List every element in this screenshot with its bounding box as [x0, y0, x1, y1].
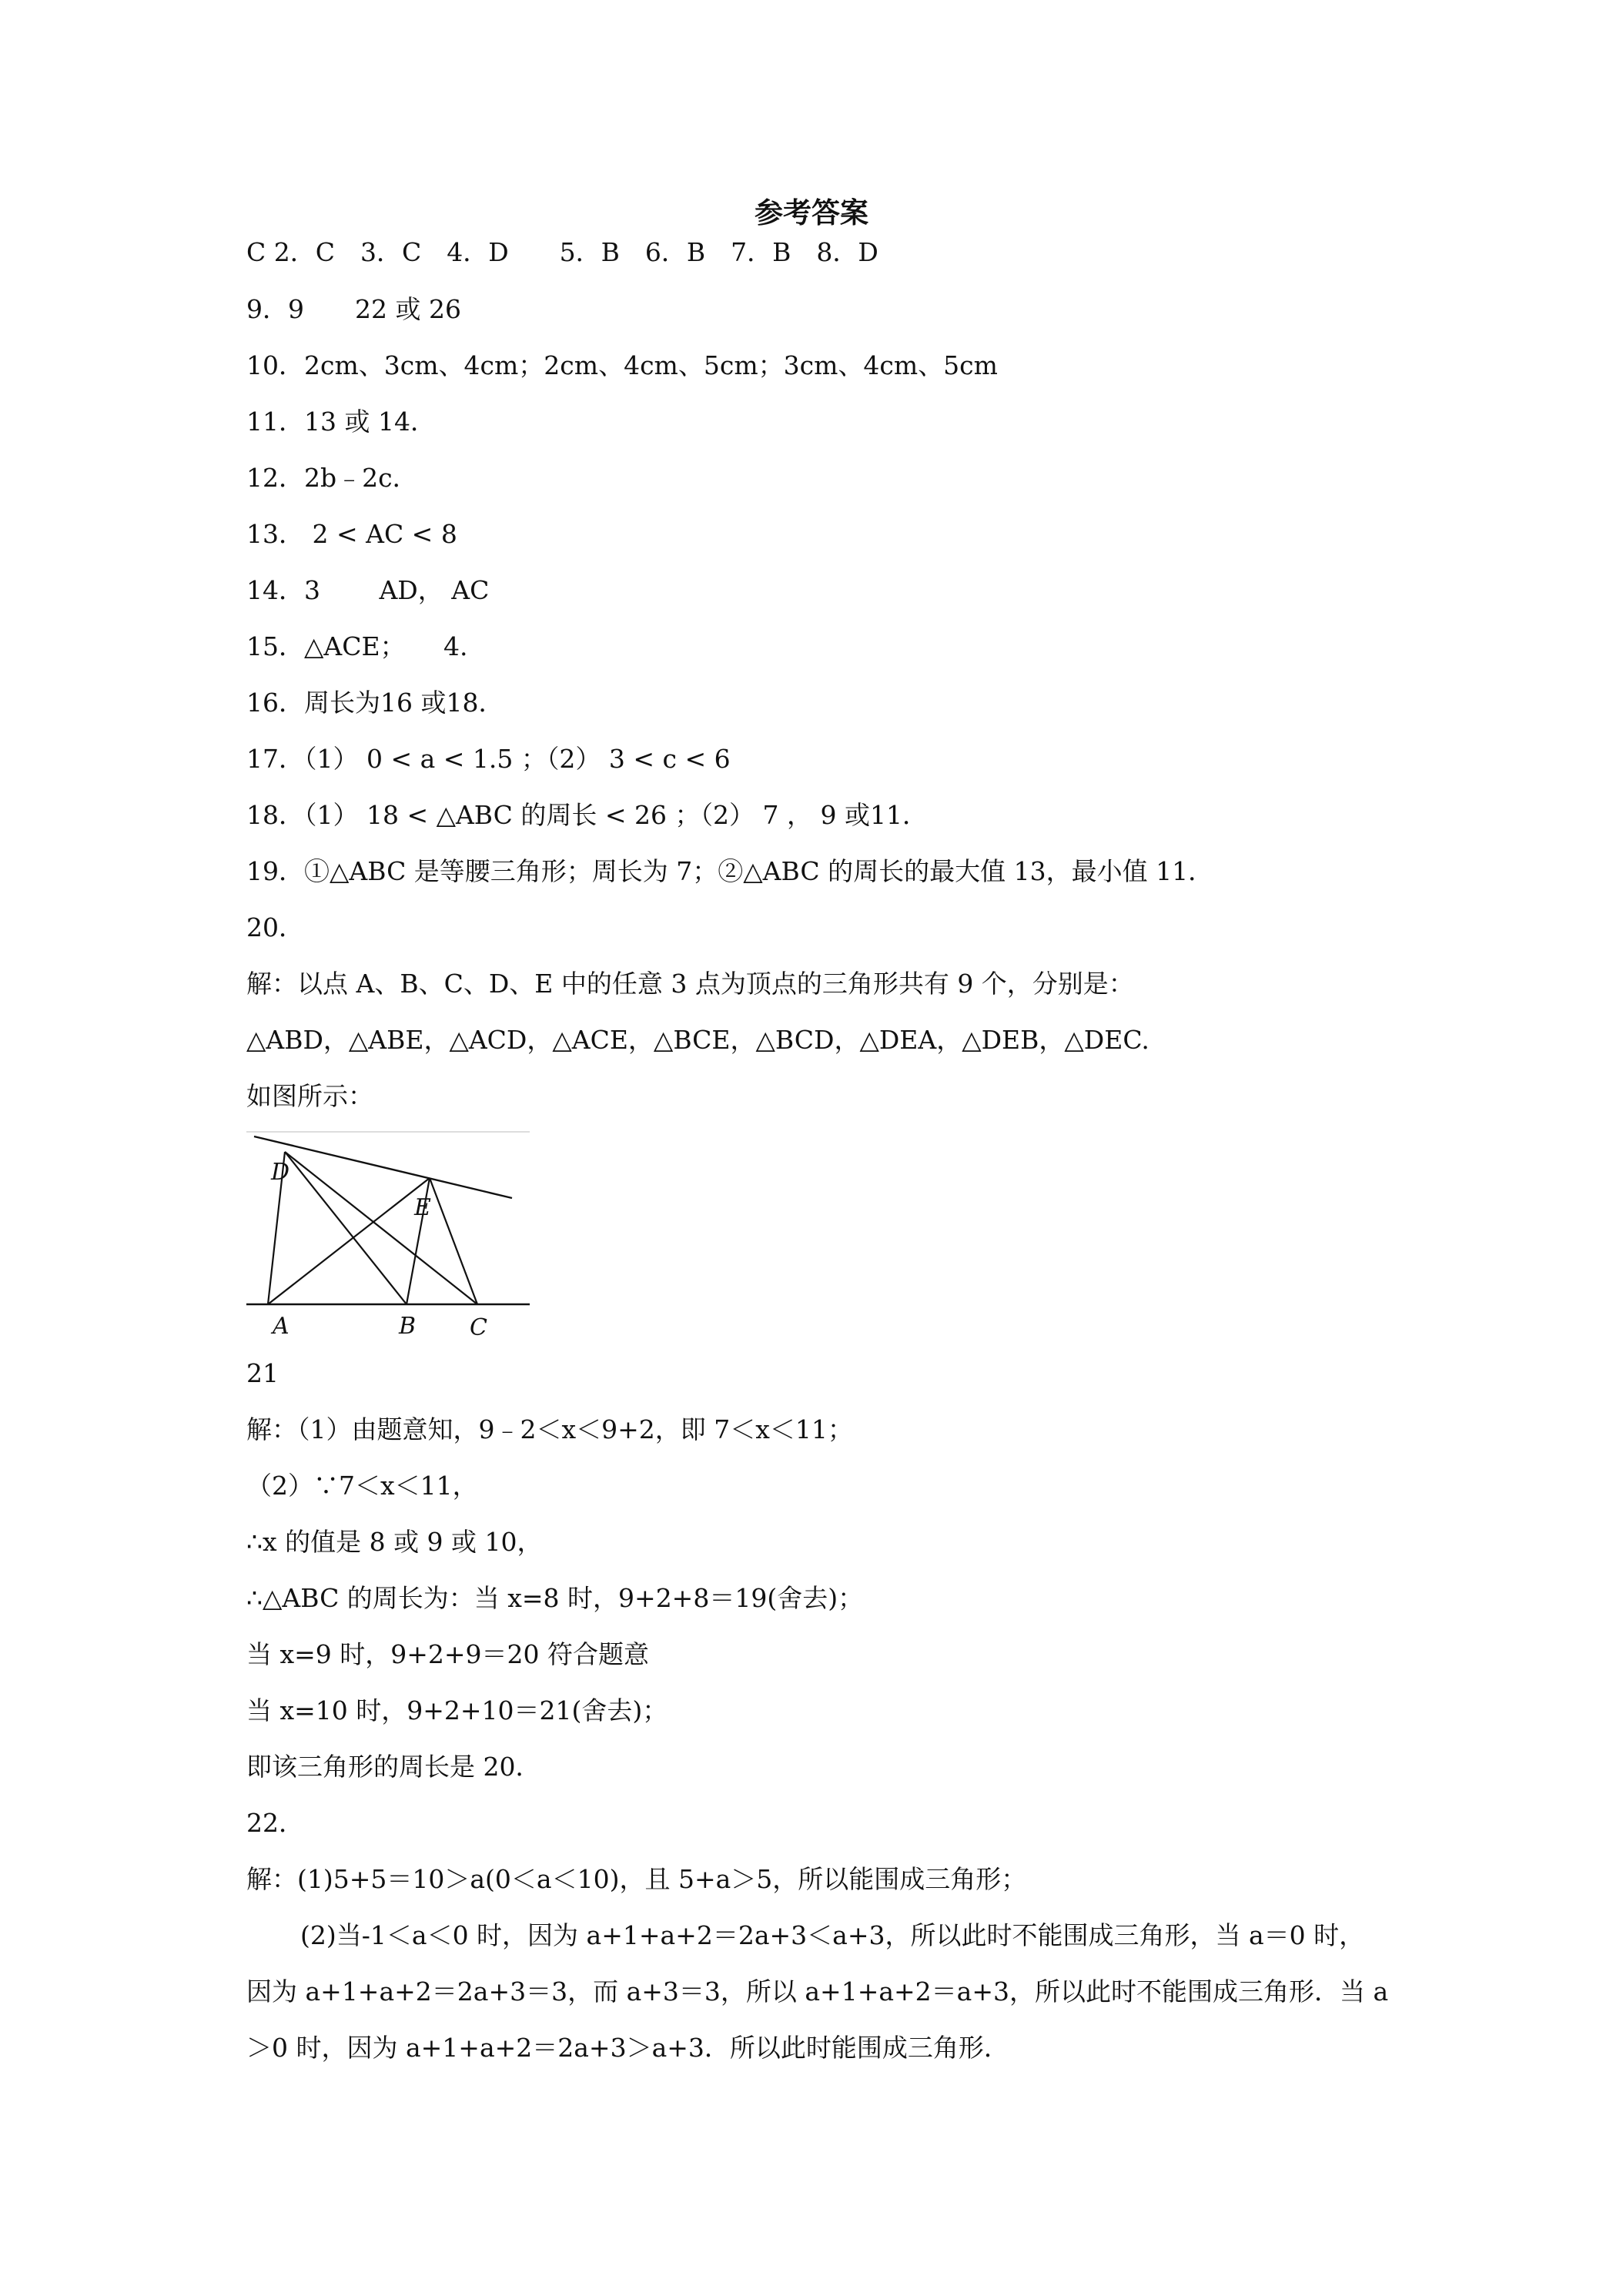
- answer-21-perimeter-x8: ∴△ABC 的周长为：当 x=8 时，9+2+8＝19(舍去)；: [246, 1583, 864, 1613]
- answer-line-22: 22．: [246, 1808, 304, 1838]
- answer-21-perimeter-x9: 当 x=9 时，9+2+9＝20 符合题意: [246, 1639, 650, 1669]
- segment-ea: [268, 1178, 430, 1304]
- label-e: E: [414, 1194, 431, 1221]
- answer-line-15: 15．△ACE； 4.: [246, 631, 468, 661]
- answer-line-10: 10．2cm、3cm、4cm；2cm、4cm、5cm；3cm、4cm、5cm: [246, 350, 998, 380]
- answer-22-part-2-line-3: ＞0 时，因为 a+1+a+2＝2a+3＞a+3．所以此时能围成三角形．: [246, 2033, 1009, 2063]
- label-d: D: [271, 1159, 290, 1186]
- answer-line-21: 21: [246, 1358, 279, 1388]
- answer-21-perimeter-x10: 当 x=10 时，9+2+10＝21(舍去)；: [246, 1695, 668, 1725]
- label-c: C: [470, 1314, 487, 1338]
- triangle-points-diagram: [246, 1130, 530, 1338]
- answer-line-20: 20．: [246, 912, 304, 942]
- label-a: A: [273, 1313, 289, 1338]
- answer-line-18: 18．（1） 18 < △ABC 的周长 < 26 ；（2） 7 ， 9 或11．: [246, 800, 928, 830]
- segment-db: [285, 1152, 407, 1304]
- label-b: B: [399, 1313, 417, 1338]
- answer-21-conclusion: 即该三角形的周长是 20．: [246, 1752, 541, 1782]
- answer-20-triangles: △ABD，△ABE，△ACD，△ACE，△BCE，△BCD，△DEA，△DEB，△DEC.: [246, 1025, 1149, 1055]
- answer-line-9: 9．9 22 或 26: [246, 294, 461, 324]
- answer-line-1-8: C 2．C 3．C 4．D 5．B 6．B 7．B 8．D: [246, 237, 878, 267]
- answer-21-part-1: 解：（1）由题意知，9﹣2＜x＜9+2，即 7＜x＜11；: [246, 1414, 853, 1444]
- answer-line-17: 17．（1） 0 < a < 1.5 ；（2） 3 < c < 6: [246, 744, 731, 774]
- answer-22-part-1: 解：(1)5+5＝10＞a(0＜a＜10)，且 5+a＞5，所以能围成三角形；: [246, 1864, 1027, 1894]
- answer-line-13: 13． 2 < AC < 8: [246, 519, 457, 549]
- answer-line-14: 14．3 AD， AC: [246, 575, 490, 605]
- line-through-d-e: [254, 1136, 512, 1198]
- answer-22-part-2-line-1: (2)当-1＜a＜0 时，因为 a+1+a+2＝2a+3＜a+3，所以此时不能围成三角形，当 a＝0 时，: [300, 1920, 1365, 1950]
- answer-line-16: 16．周长为16 或18．: [246, 688, 504, 718]
- answer-line-19: 19．①△ABC 是等腰三角形；周长为 7；②△ABC 的周长的最大值 13，最小值 11．: [246, 856, 1214, 886]
- answer-20-figure-caption: 如图所示：: [246, 1081, 373, 1111]
- answer-22-part-2-line-2: 因为 a+1+a+2＝2a+3＝3，而 a+3＝3，所以 a+1+a+2＝a+3，所以此时不能围成三角形．当 a: [246, 1976, 1389, 2006]
- answer-line-12: 12．2b﹣2c．: [246, 463, 418, 493]
- answer-21-x-values: ∴x 的值是 8 或 9 或 10，: [246, 1527, 543, 1557]
- answer-21-part-2: （2）∵7＜x＜11，: [246, 1471, 478, 1501]
- answer-line-11: 11．13 或 14．: [246, 407, 436, 437]
- page-title: 参考答案: [755, 196, 868, 229]
- geometry-figure: [246, 1130, 530, 1338]
- answer-20-solution: 解：以点 A、B、C、D、E 中的任意 3 点为顶点的三角形共有 9 个，分别是：: [246, 969, 1134, 999]
